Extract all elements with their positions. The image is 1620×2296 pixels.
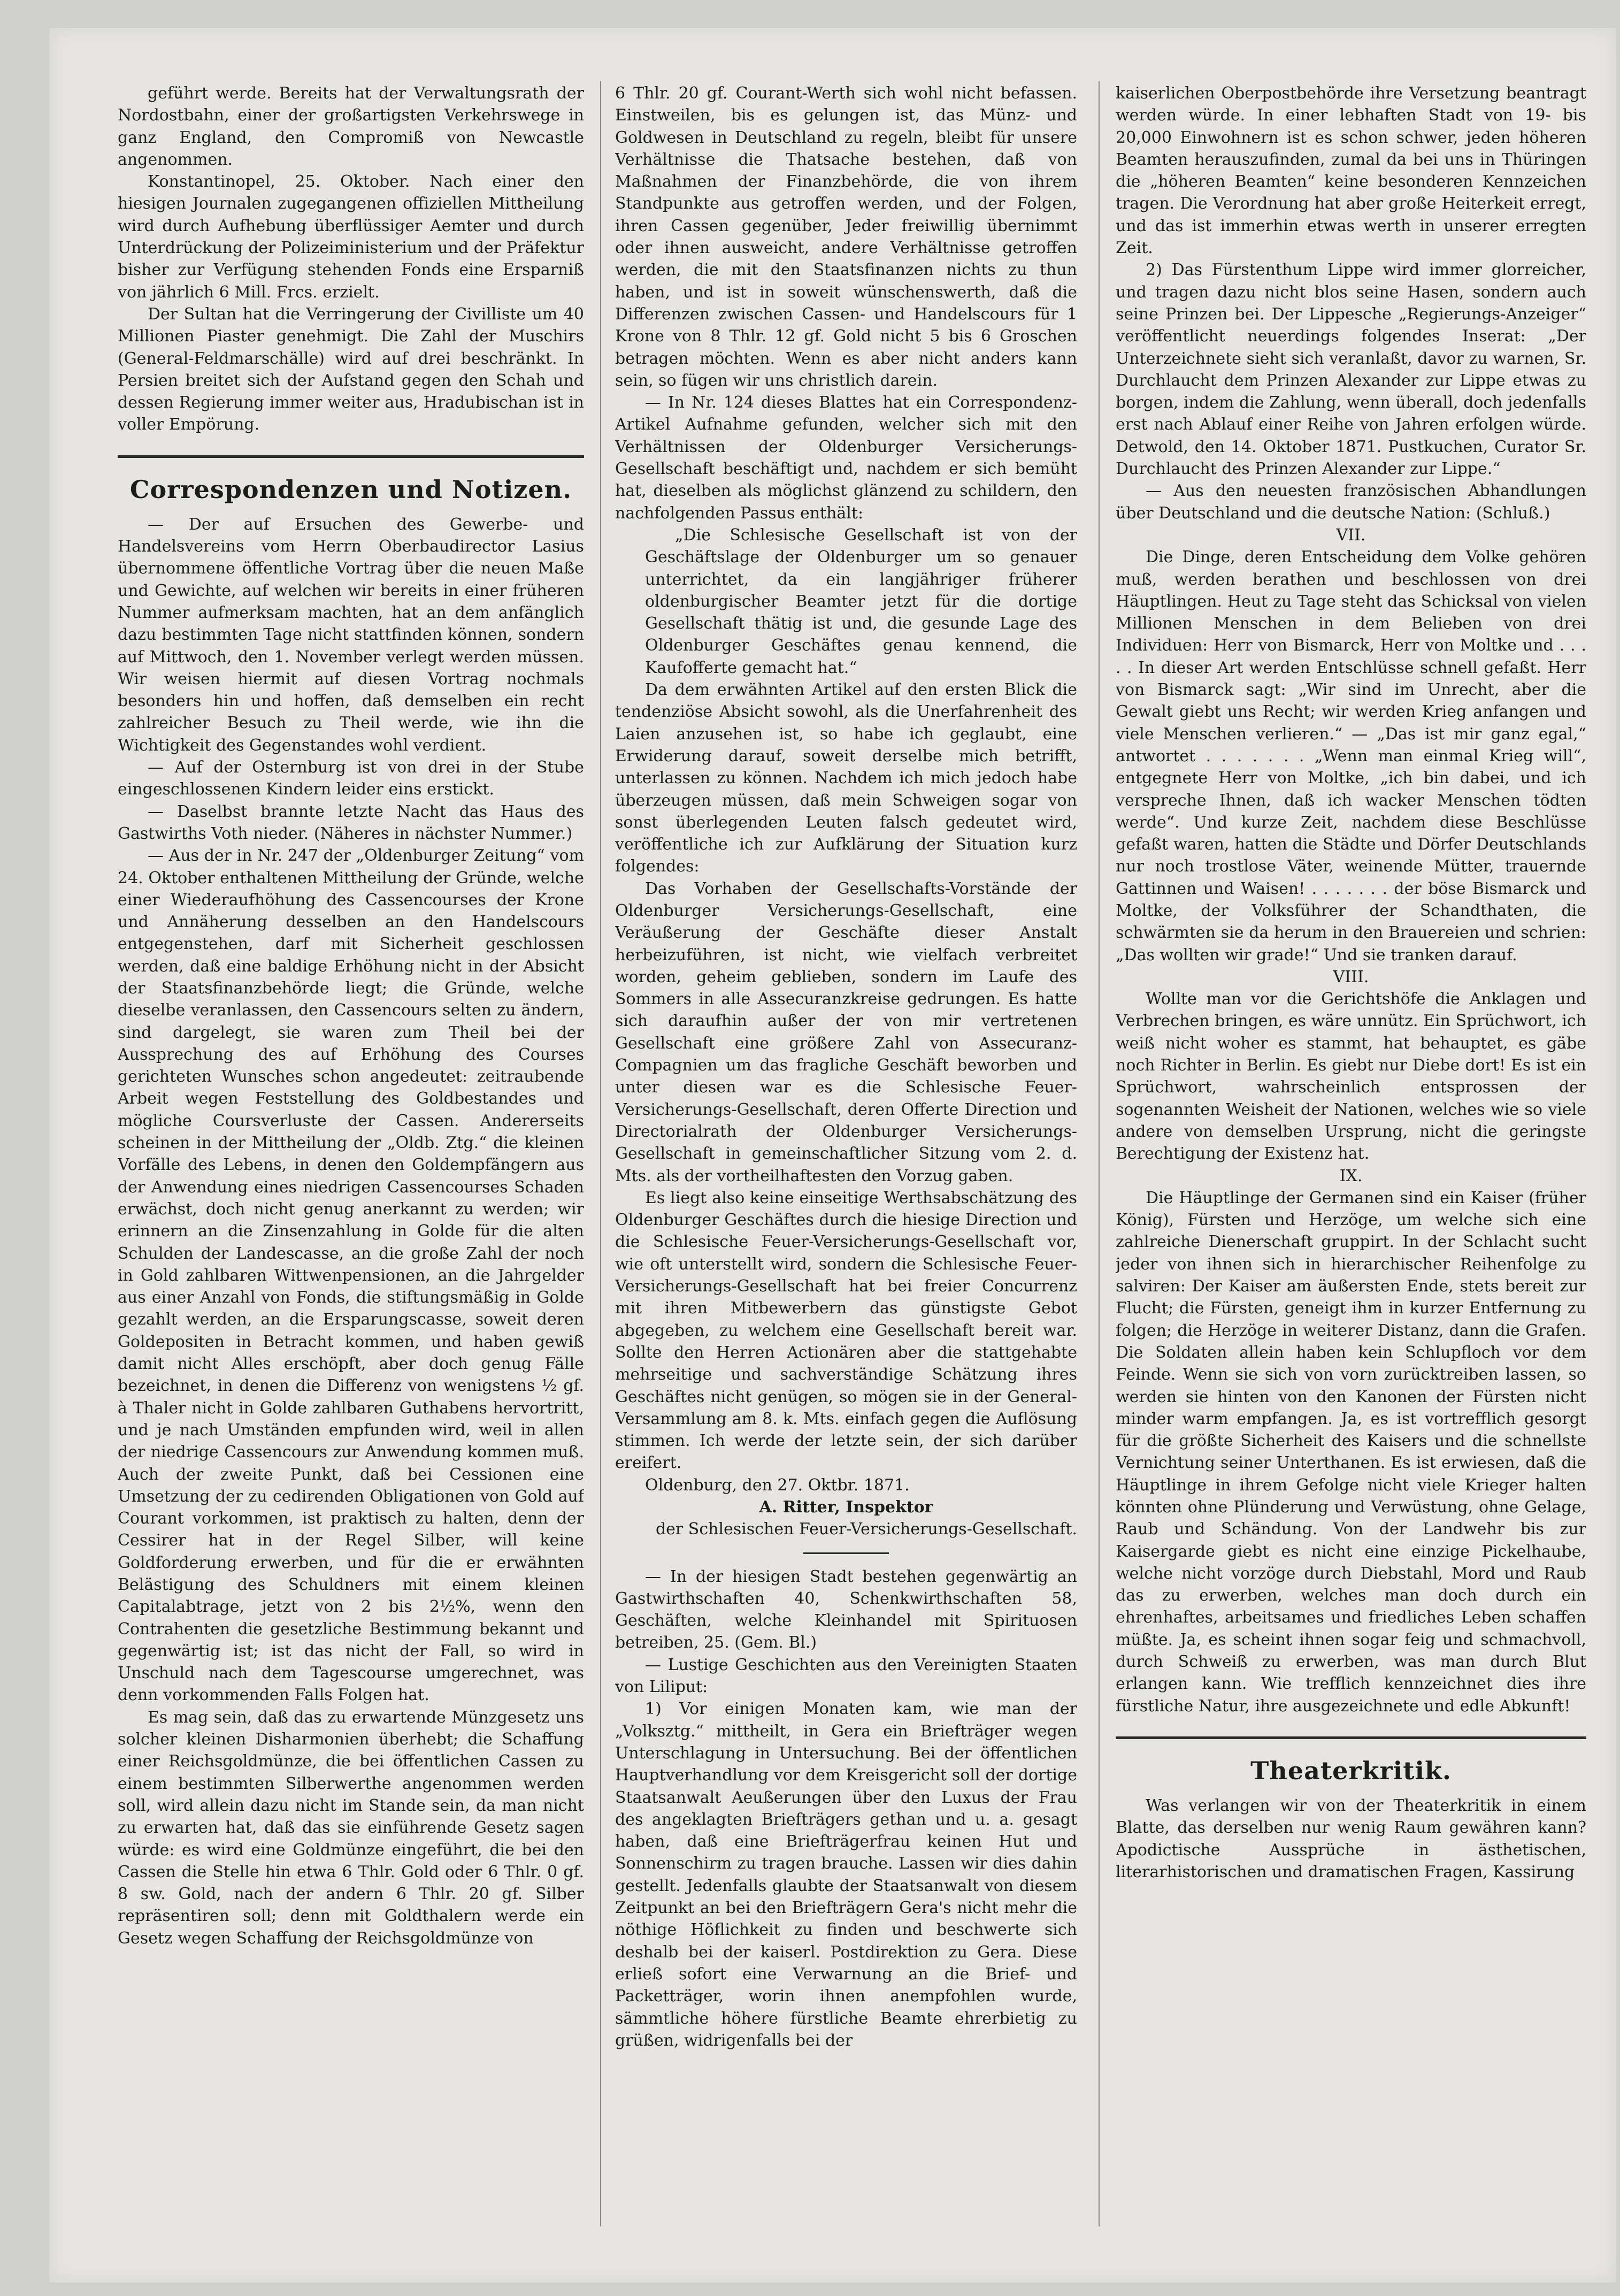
article-paragraph: Was verlangen wir von der Theaterkritik in einem Blatte, das derselben nur wenig Raum gewähren kann? Apodictische Aussprüche in ästhetischen, literarhistorischen und dramatischen Fragen, Kassirung: [1116, 1796, 1586, 1881]
article-paragraph: — In Nr. 124 dieses Blattes hat ein Correspondenz-Artikel Aufnahme gefunden, welcher sich mit den Verhältnissen der Oldenburger Versicherungs-Gesellschaft beschäftigt und, nachdem er sich bemüht hat, dieselben als möglichst glänzend zu schildern, den nachfolgenden Passus enthält:: [615, 393, 1077, 523]
article-paragraph: — In der hiesigen Stadt bestehen gegenwärtig an Gastwirthschaften 40, Schenkwirthschaften 58, Geschäften, welche Kleinhandel mit Spirituosen betreiben, 25. (Gem. Bl.): [615, 1567, 1077, 1652]
section-rule: [118, 455, 584, 458]
signature: A. Ritter, Inspektor: [759, 1498, 933, 1517]
column-rule-right: [1099, 81, 1100, 2226]
article-paragraph: — Auf der Osternburg ist von drei in der Stube eingeschlossenen Kindern leider eins erstickt.: [118, 758, 584, 799]
article-paragraph: geführt werde. Bereits hat der Verwaltungsrath der Nordostbahn, einer der großartigsten Verkehrswege in ganz England, den Compromiß von Newcastle angenommen.: [118, 84, 584, 169]
article-paragraph: 2) Das Fürstenthum Lippe wird immer glorreicher, und tragen dazu nicht blos seine Hasen, sondern auch seine Prinzen bei. Der Lippesche „Regierungs-Anzeiger“ veröffentlicht neuerdings folgendes Inserat: „Der Unterzeichnete sieht sich veranlaßt, davor zu warnen, Sr. Durchlaucht dem Prinzen Alexander zur Lippe etwas zu borgen, indem die Zahlung, wenn überall, doch jedenfalls erst nach Ablauf einer Reihe von Jahren erfolgen würde. Detwold, den 14. Oktober 1871. Pustkuchen, Curator Sr. Durchlaucht des Prinzen Alexander zur Lippe.“: [1116, 261, 1586, 479]
article-paragraph: Der Sultan hat die Verringerung der Civilliste um 40 Millionen Piaster genehmigt. Die Zahl der Muschirs (General-Feldmarschälle) wird auf drei beschränkt. In Persien breitet sich der Aufstand gegen den Schah und dessen Regierung immer weiter aus, Hradubischan ist in voller Empörung.: [118, 304, 584, 434]
article-paragraph: — Der auf Ersuchen des Gewerbe- und Handelsvereins vom Herrn Oberbaudirector Lasius übernommene öffentliche Vortrag über die neuen Maße und Gewichte, auf welchen wir bereits in einer früheren Nummer aufmerksam machten, hat an dem anfänglich dazu bestimmten Tage nicht stattfinden können, sondern auf Mittwoch, den 1. November verlegt werden müssen. Wir weisen hiermit auf diesen Vortrag nochmals besonders hin und hoffen, daß demselben ein recht zahlreicher Besuch zu Theil werde, wie ihn die Wichtigkeit des Gegenstandes wohl verdient.: [118, 515, 584, 755]
article-paragraph: — Daselbst brannte letzte Nacht das Haus des Gastwirths Voth nieder. (Näheres in nächster Nummer.): [118, 802, 584, 843]
column-middle: [615, 82, 1077, 2052]
chapter-numeral: IX.: [1339, 1166, 1363, 1185]
article-paragraph: Es liegt also keine einseitige Werthsabschätzung des Oldenburger Geschäftes durch die hiesige Direction und die Schlesische Feuer-Versicherungs-Gesellschaft vor, wie oft unterstellt wird, sondern die Schlesische Feuer-Versicherungs-Gesellschaft hat bei freier Concurrenz mit ihren Mitbewerbern das günstigste Gebot abgegeben, zu welchem eine Gesellschaft bereit war. Sollte den Herren Actionären aber die stattgehabte mehrseitige und sachverständige Schätzung ihres Geschäftes nicht genügen, so mögen sie in der General-Versammlung am 8. k. Mts. einfach gegen die Auflösung stimmen. Ich werde der letzte sein, der sich darüber ereifert.: [615, 1188, 1077, 1473]
section-rule: [1116, 1736, 1586, 1739]
article-paragraph: Die Dinge, deren Entscheidung dem Volke gehören muß, werden berathen und beschlossen von drei Häuptlingen. Heut zu Tage steht das Schicksal von vielen Millionen Menschen in dem Belieben von drei Individuen: Herr von Bismarck, Herr von Moltke und . . . . . In dieser Art werden Entschlüsse schnell gefaßt. Herr von Bismarck sagt: „Wir sind im Unrecht, aber die Gewalt giebt uns Recht; wir werden Krieg anfangen und viele Menschen verlieren.“ — „Das ist mir ganz egal,“ antwortet . . . . . . . „Wenn man einmal Krieg will“, entgegnete Herr von Moltke, „ich bin dabei, und ich verspreche Ihnen, daß ich wacker Menschen tödten werde“. Und kurze Zeit, nachdem diese Beschlüsse gefaßt waren, hatten die Städte und Dörfer Deutschlands nur noch trostlose Väter, weinende Mütter, trauernde Gattinnen und Waisen! . . . . . . . der böse Bismarck und Moltke, der Volksführer der Schandthaten, die schwärmten sie da herum in den Brauereien und schrien: „Das wollten wir grade!“ Und sie tranken darauf.: [1116, 548, 1586, 965]
quoted-passage: „Die Schlesische Gesellschaft ist von der Geschäftslage der Oldenburger um so genauer unterrichtet, da ein langjähriger früherer oldenburgischer Beamter jetzt für die dortige Gesellschaft thätig ist und, die gesunde Lage des Oldenburger Geschäftes genau kennend, die Kaufofferte gemacht hat.“: [645, 525, 1077, 677]
chapter-numeral: VIII.: [1333, 967, 1369, 986]
section-heading: Theaterkritik.: [1250, 1756, 1452, 1785]
article-paragraph: Wollte man vor die Gerichtshöfe die Anklagen und Verbrechen bringen, es wäre unnütz. Ein Sprüchwort, ich weiß nicht woher es stammt, hat behauptet, es gäbe noch Richter in Berlin. Es giebt nur Diebe dort! Es ist ein Sprüchwort, wahrscheinlich entsprossen der sogenannten Weisheit der Nationen, welches wie so viele andere von demselben Ursprung, nicht die geringste Berechtigung der Existenz hat.: [1116, 990, 1586, 1164]
column-right: [1116, 82, 1586, 1883]
newspaper-page: [49, 28, 1616, 2283]
article-paragraph: Konstantinopel, 25. Oktober. Nach einer den hiesigen Journalen zugegangenen offiziellen Mittheilung wird durch Aufhebung überflüssiger Aemter und durch Unterdrückung der Polizeiministerium und der Präfektur bisher zur Verfügung stehenden Fonds eine Ersparniß von jährlich 6 Mill. Frcs. erzielt.: [118, 172, 584, 302]
article-paragraph: 1) Vor einigen Monaten kam, wie man der „Volksztg.“ mittheilt, in Gera ein Briefträger wegen Unterschlagung in Untersuchung. Bei der öffentlichen Hauptverhandlung vor dem Kreisgericht soll der dortige Staatsanwalt Aeußerungen über den Luxus der Frau des angeklagten Briefträgers gethan und u. a. gesagt haben, daß eine Briefträgerfrau keinen Hut und Sonnenschirm zu tragen brauche. Lassen wir dies dahin gestellt. Jedenfalls glaubte der Staatsanwalt von diesem Zeitpunkt an bei den Briefträgern Gera's nicht mehr die nöthige Höflichkeit zu finden und beschwerte sich deshalb bei der kaiserl. Postdirektion zu Gera. Diese erließ sofort eine Verwarnung an die Brief- und Packetträger, worin ihnen anempfohlen wurde, sämmtliche höhere fürstliche Beamte ehrerbietig zu grüßen, widrigenfalls bei der: [615, 1700, 1077, 2050]
dateline: Oldenburg, den 27. Oktbr. 1871.: [645, 1475, 910, 1495]
article-paragraph: — Aus der in Nr. 247 der „Oldenburger Zeitung“ vom 24. Oktober enthaltenen Mittheilung der Gründe, welche einer Wiederaufhöhung des Cassencourses der Krone und Annäherung desselben an den Handelscours entgegenstehen, darf mit Sicherheit geschlossen werden, daß eine baldige Erhöhung nicht in der Absicht der Staatsfinanzbehörde liegt; die Gründe, welche dieselbe veranlassen, den Cassencours selten zu ändern, sind dargelegt, sie waren zum Theil bei der Aussprechung des auf Erhöhung des Courses gerichteten Wunsches schon angedeutet: zeitraubende Arbeit wegen Feststellung des Goldbestandes und mögliche Coursverluste der Cassen. Andererseits scheinen in der Mittheilung der „Oldb. Ztg.“ die kleinen Vorfälle des Lebens, in denen den Goldempfängern aus der Anwendung eines niedrigen Cassencourses Schaden erwächst, doch nicht genug anerkannt zu werden; wir erinnern an die Zinsenzahlung in Golde für die alten Schulden der Landescasse, an die große Zahl der noch in Gold zahlbaren Wittwenpensionen, an die Jahrgelder aus einer Anzahl von Fonds, die stiftungsmäßig in Golde gezahlt werden, an die Ersparungscasse, soweit deren Goldepositen in Betracht kommen, und haben gewiß damit nicht Alles erschöpft, aber doch genug Fälle bezeichnet, in denen die Differenz von wenigstens ½ gf. à Thaler nicht in Golde zahlbaren Guthabens hervortritt, und je nach Umständen empfunden wird, weil in allen der niedrige Cassencours zur Anwendung kommen muß. Auch der zweite Punkt, daß bei Cessionen eine Umsetzung der zu cedirenden Obligationen von Gold auf Courant vorkommen, ist praktisch zu halten, denn der Cessirer hat in der Regel Silber, will keine Goldforderung erwerben, und für die er erwähnten Belästigung des Schuldners mit einem kleinen Capitalabtrage, jetzt von 2 bis 2½%, wenn den Contrahenten die gesetzliche Bestimmung bekannt und gegenwärtig ist; ist das nicht der Fall, so wird in Unschuld nach dem Tagescourse umgerechnet, was denn vorkommenden Falls Folgen hat.: [118, 846, 584, 1705]
article-paragraph: Das Vorhaben der Gesellschafts-Vorstände der Oldenburger Versicherungs-Gesellschaft, eine Veräußerung der Geschäfte dieser Anstalt herbeizuführen, ist nicht, wie vielfach verbreitet worden, geheim geblieben, sondern im Laufe des Sommers in alle Assecuranzkreise gedrungen. Es hatte sich daraufhin außer der von mir vertretenen Gesellschaft eine größere Zahl von Assecuranz-Compagnien um das fragliche Geschäft beworben und unter diesen war es die Schlesische Feuer-Versicherungs-Gesellschaft, deren Offerte Direction und Directorialrath der Oldenburger Versicherungs-Gesellschaft in gemeinschaftlicher Sitzung vom 2. d. Mts. als der vortheilhaftesten den Vorzug gaben.: [615, 879, 1077, 1185]
article-paragraph: 6 Thlr. 20 gf. Courant-Werth sich wohl nicht befassen. Einstweilen, bis es gelungen ist, das Münz- und Goldwesen in Deutschland zu regeln, bleibt für unsere Verhältnisse die Thatsache bestehen, daß von Maßnahmen der Finanzbehörde, die von ihrem Standpunkte aus getroffen werden, und der Folgen, ihren Cassen gegenüber, Jeder freiwillig übernimmt oder ihnen ausweicht, andere Verhältnisse getroffen werden, die mit den Staatsfinanzen nichts zu thun haben, und ist in soweit wünschenswerth, daß die Differenzen zwischen Cassen- und Handelscours für 1 Krone von 8 Thlr. 12 gf. Gold nicht 5 bis 6 Groschen betragen möchten. Wenn es aber nicht anders kann sein, so fügen wir uns christlich darein.: [615, 84, 1077, 390]
article-paragraph: — Aus den neuesten französischen Abhandlungen über Deutschland und die deutsche Nation: (Schluß.): [1116, 481, 1586, 523]
article-paragraph: kaiserlichen Oberpostbehörde ihre Versetzung beantragt werden würde. In einer lebhaften Stadt von 19- bis 20,000 Einwohnern ist es schon schwer, jeden höheren Beamten herauszufinden, zumal da bei uns in Thüringen die „höheren Beamten“ keine besonderen Kennzeichen tragen. Die Verordnung hat aber große Heiterkeit erregt, und das ist immerhin etwas werth in unserer erregten Zeit.: [1116, 84, 1586, 258]
article-paragraph: Es mag sein, daß das zu erwartende Münzgesetz uns solcher kleinen Disharmonien überhebt; die Schaffung einer Reichsgoldmünze, die bei öffentlichen Cassen zu einem bestimmten Silberwerthe angenommen werden soll, wird allein dazu nicht im Stande sein, da man nicht zu erwarten hat, daß das sie einführende Gesetz sagen würde: es wird eine Goldmünze eingeführt, die bei den Cassen die Stelle hin etwa 6 Thlr. Gold oder 6 Thlr. 0 gf. 8 sw. Gold, nach der andern 6 Thlr. 20 gf. Silber repräsentiren soll; denn mit Goldthalern werde ein Gesetz wegen Schaffung der Reichsgoldmünze von: [118, 1708, 584, 1948]
article-paragraph: Die Häuptlinge der Germanen sind ein Kaiser (früher König), Fürsten und Herzöge, um welche sich eine zahlreiche Dienerschaft gruppirt. In der Schlacht sucht jeder von ihnen sich in hierarchischer Reihenfolge zu salviren: Der Kaiser am äußersten Ende, stets bereit zur Flucht; die Fürsten, geneigt ihm in kurzer Entfernung zu folgen; die Herzöge in weiterer Distanz, dann die Grafen. Die Soldaten allein haben kein Schlupfloch vor dem Feinde. Wenn sie sich von vorn zurücktreiben lassen, so werden sie hinten von den Kanonen der Fürsten nicht minder warm empfangen. Ja, es ist vortrefflich gesorgt für die größte Sicherheit des Kaisers und die schnellste Vernichtung seiner Unterthanen. Es ist erwiesen, daß die Häuptlinge in ihrem Gefolge nicht viele Krieger halten könnten ohne Plünderung und Verwüstung, ohne Gelage, Raub und Schändung. Von der Landwehr bis zur Kaisergarde giebt es nicht eine einzige Pickelhaube, welche nicht vorzöge durch Diebstahl, Mord und Raub das zu erwerben, welches man doch durch ein ehrenhaftes, arbeitsames und friedliches Leben schaffen müßte. Ja, es scheint ihnen sogar feig und schmachvoll, durch Schweiß zu erwerben, was man durch Blut erlangen kann. Wie trefflich kennzeichnet dies ihre fürstliche Natur, ihre ausgezeichnete und edle Abkunft!: [1116, 1188, 1586, 1716]
column-rule-left: [600, 81, 601, 2226]
article-paragraph: — Lustige Geschichten aus den Vereinigten Staaten von Liliput:: [615, 1655, 1077, 1697]
chapter-numeral: VII.: [1336, 525, 1366, 545]
separator-rule: [803, 1552, 889, 1554]
section-heading: Correspondenzen und Notizen.: [129, 474, 572, 504]
article-paragraph: Da dem erwähnten Artikel auf den ersten Blick die tendenziöse Absicht sowohl, als die Unerfahrenheit des Laien anzusehen ist, so habe ich geglaubt, eine Erwiderung darauf, soweit derselbe mich betrifft, unterlassen zu können. Nachdem ich mich jedoch habe überzeugen müssen, daß mein Schweigen sogar von sonst überlegenden Leuten falsch gedeutet wird, veröffentliche ich zur Aufklärung der Situation kurz folgendes:: [615, 680, 1077, 876]
column-left: [118, 82, 584, 1949]
signature-affiliation: der Schlesischen Feuer-Versicherungs-Gesellschaft.: [655, 1520, 1077, 1539]
